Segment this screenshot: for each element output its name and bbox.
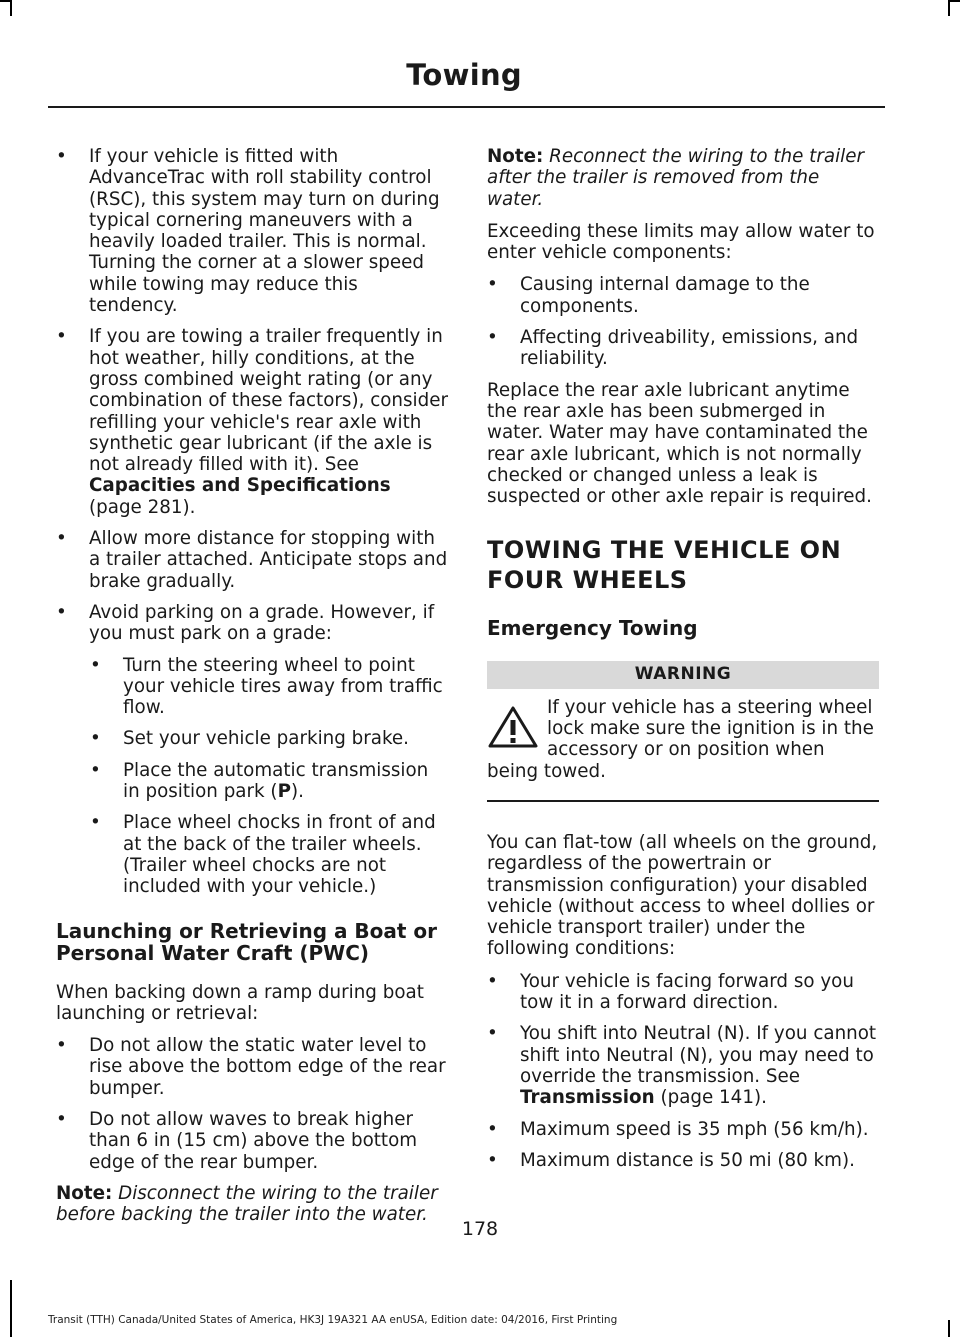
warning-box	[487, 697, 879, 782]
sub-heading: Emergency Towing	[487, 616, 698, 641]
crop-mark	[10, 1280, 12, 1337]
list-item: • Allow more distance for stopping with a trailer attached. Anticipate stops and brake gradually.	[56, 528, 448, 592]
warning-banner: WARNING	[487, 661, 879, 688]
crop-mark	[948, 0, 950, 16]
sub-list-item: • Set your vehicle parking brake.	[90, 728, 448, 749]
list-item: • Maximum distance is 50 mi (80 km).	[487, 1150, 879, 1171]
sub-list-item	[90, 760, 448, 803]
footer-text: Transit (TTH) Canada/United States of America, HK3J 19A321 AA enUSA, Edition date: 04/2016, First Printing	[48, 1314, 618, 1326]
note-text: Reconnect the wiring to the trailer after the trailer is removed from the water.	[487, 146, 864, 210]
paragraph: When backing down a ramp during boat launching or retrieval:	[56, 981, 424, 1024]
crop-mark	[10, 0, 12, 16]
page-number: 178	[461, 1218, 499, 1240]
warning-text: If your vehicle has a steering wheel lock make sure the ignition is in the accessory or on position when being towed.	[487, 696, 874, 782]
paragraph: You can flat-tow (all wheels on the ground, regardless of the powertrain or transmission configuration) your disabled vehicle (without access to wheel dollies or vehicle transport trailer) under the following conditions:	[487, 831, 878, 960]
crop-mark	[950, 0, 960, 2]
list-item	[487, 1023, 879, 1108]
list-item: • Do not allow the static water level to rise above the bottom edge of the rear bumper.	[56, 1035, 448, 1099]
list-item	[56, 326, 448, 518]
gear-position-label: P	[277, 781, 291, 803]
bullet-text-end: ).	[290, 781, 304, 803]
page-reference: (page 141).	[654, 1087, 767, 1109]
bullet-text: You shift into Neutral (N). If you cannot shift into Neutral (N), you may need to override the transmission. See	[520, 1023, 877, 1087]
paragraph: Replace the rear axle lubricant anytime the rear axle has been submerged in water. Water may have contaminated the rear axle lubricant, which is not normally checked or changed unless a leak is suspected or other axle repair is required.	[487, 379, 872, 508]
warning-triangle-icon	[487, 705, 539, 749]
header-divider	[48, 106, 885, 108]
section-title: TOWING THE VEHICLE ON FOUR WHEELS	[487, 536, 842, 595]
note-label: Note:	[56, 1182, 113, 1204]
list-item: • Maximum speed is 35 mph (56 km/h).	[487, 1119, 879, 1140]
right-column	[487, 146, 879, 1181]
crop-mark	[0, 0, 10, 2]
list-item: • Causing internal damage to the components.	[487, 274, 879, 317]
page-title: Towing	[406, 58, 522, 92]
crop-mark	[948, 1320, 950, 1337]
cross-reference-link[interactable]: Transmission	[520, 1087, 655, 1109]
section-heading: Launching or Retrieving a Boat or Personal Water Craft (PWC)	[56, 918, 438, 965]
sub-list-item: • Place wheel chocks in front of and at the back of the trailer wheels. (Trailer wheel chocks are not included with your vehicle.)	[90, 812, 448, 897]
note-text: Disconnect the wiring to the trailer before backing the trailer into the water.	[56, 1182, 438, 1226]
cross-reference-link[interactable]: Capacities and Specifications	[89, 475, 391, 497]
note-label: Note:	[487, 146, 544, 167]
list-item: • If your vehicle is fitted with AdvanceTrac with roll stability control (RSC), this system may turn on during typical cornering maneuvers with a heavily loaded trailer. This is normal. Turning the corner at a slower speed while towing may reduce this tendency.	[56, 146, 448, 316]
paragraph: Exceeding these limits may allow water to enter vehicle components:	[487, 220, 875, 264]
warning-divider	[487, 800, 879, 802]
list-item: • Avoid parking on a grade. However, if you must park on a grade:	[56, 602, 448, 645]
bullet-text: If you are towing a trailer frequently in hot weather, hilly conditions, at the gross combined weight rating (or any combination of these factors), consider refilling your vehicle's rear axle with synthetic gear lubricant (if the axle is not already filled with it). See	[89, 326, 448, 476]
list-item: • Do not allow waves to break higher than 6 in (15 cm) above the bottom edge of the rear bumper.	[56, 1109, 448, 1173]
sub-list-item: • Turn the steering wheel to point your vehicle tires away from traffic flow.	[90, 655, 448, 719]
list-item: • Your vehicle is facing forward so you tow it in a forward direction.	[487, 971, 879, 1014]
note	[487, 146, 879, 210]
page-reference: (page 281).	[89, 496, 196, 518]
bullet-text: Place the automatic transmission in position park (	[123, 759, 429, 803]
list-item: • Affecting driveability, emissions, and reliability.	[487, 327, 879, 370]
left-column	[56, 146, 448, 1236]
